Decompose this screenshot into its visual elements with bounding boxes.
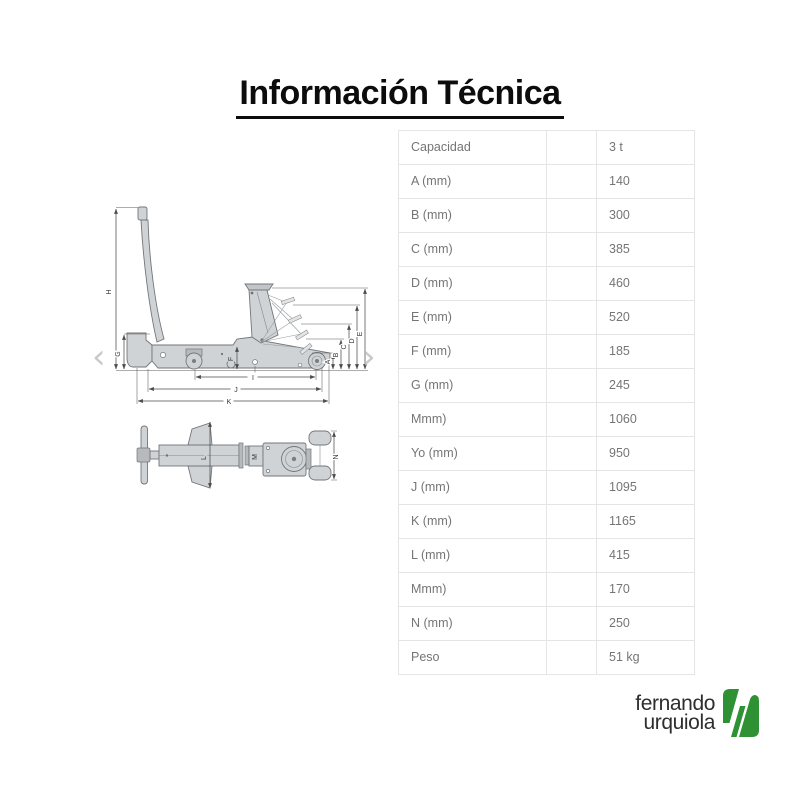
table-row xyxy=(399,301,694,335)
spec-value: 250 xyxy=(609,616,630,630)
table-row xyxy=(399,267,694,301)
dim-label-H: H xyxy=(106,289,113,295)
page-title: Información Técnica xyxy=(236,74,563,119)
nose-hole xyxy=(298,363,302,367)
table-row xyxy=(399,165,694,199)
spec-value: 185 xyxy=(609,344,630,358)
spec-value: 1165 xyxy=(609,514,636,528)
brand-logo-icon xyxy=(720,686,762,740)
spec-value: 140 xyxy=(609,174,630,188)
bottom-fin xyxy=(188,466,212,488)
front-wheel-hub xyxy=(315,359,319,363)
brand-logo xyxy=(596,686,762,740)
brand-name-line2: urquiola xyxy=(643,711,715,734)
brand-name-line1: fernando xyxy=(635,692,715,715)
spec-spacer xyxy=(547,369,597,402)
spec-spacer xyxy=(547,573,597,606)
spec-spacer xyxy=(547,437,597,470)
beam-hole xyxy=(166,454,168,456)
spec-spacer xyxy=(547,131,597,164)
table-row xyxy=(399,403,694,437)
carousel-next-button[interactable]: › xyxy=(362,337,376,377)
dim-label-D: D xyxy=(349,338,356,344)
spec-spacer xyxy=(547,233,597,266)
rear-wheel-hub xyxy=(192,359,196,363)
top-view xyxy=(137,422,340,488)
arm-pin xyxy=(251,292,254,295)
spec-label: L (mm) xyxy=(399,539,547,572)
spec-label: E (mm) xyxy=(399,301,547,334)
bolt xyxy=(266,446,269,449)
rear-wheel-top xyxy=(309,431,331,445)
spec-spacer xyxy=(547,403,597,436)
carousel-prev-button[interactable]: ‹ xyxy=(92,337,106,377)
dim-label-B: B xyxy=(333,352,340,358)
table-row xyxy=(399,335,694,369)
dim-label-I: I xyxy=(252,375,254,382)
table-row xyxy=(399,471,694,505)
front-foot xyxy=(127,333,152,367)
table-row xyxy=(399,539,694,573)
spec-value: 3 t xyxy=(609,140,623,154)
dim-label-F: F xyxy=(228,356,235,362)
table-row xyxy=(399,505,694,539)
table-row xyxy=(399,437,694,471)
spec-label: A (mm) xyxy=(399,165,547,198)
dim-label-C: C xyxy=(341,344,348,350)
spec-spacer xyxy=(547,335,597,368)
spec-value: 245 xyxy=(609,378,630,392)
saddle-center xyxy=(292,457,296,461)
dim-label-E: E xyxy=(357,331,364,337)
spec-label: B (mm) xyxy=(399,199,547,232)
dim-label-J: J xyxy=(234,387,238,394)
spec-label: K (mm) xyxy=(399,505,547,538)
spec-label: Peso xyxy=(399,641,547,674)
spec-value: 385 xyxy=(609,242,630,256)
spec-spacer xyxy=(547,607,597,640)
dim-label-K: K xyxy=(226,399,232,406)
table-row xyxy=(399,369,694,403)
chassis-hole xyxy=(160,352,165,357)
spec-value: 460 xyxy=(609,276,630,290)
jack-technical-drawing xyxy=(85,190,397,522)
table-row xyxy=(399,199,694,233)
table-row xyxy=(399,641,694,675)
dim-label-N: N xyxy=(333,454,340,460)
spec-label: G (mm) xyxy=(399,369,547,402)
spec-spacer xyxy=(547,301,597,334)
dim-label-A: A xyxy=(325,359,332,365)
pivot-hole xyxy=(253,360,258,365)
specs-table xyxy=(398,130,695,675)
rivet xyxy=(221,353,223,355)
spec-spacer xyxy=(547,199,597,232)
dim-label-G: G xyxy=(115,351,122,357)
spec-label: Yo (mm) xyxy=(399,437,547,470)
dim-label-L: L xyxy=(201,456,208,460)
spec-label: J (mm) xyxy=(399,471,547,504)
table-row xyxy=(399,607,694,641)
spec-label: Mmm) xyxy=(399,403,547,436)
bracket-plate xyxy=(245,446,249,465)
table-row xyxy=(399,573,694,607)
spec-spacer xyxy=(547,505,597,538)
handle-hub xyxy=(137,448,150,462)
spec-label: Mmm) xyxy=(399,573,547,606)
dim-label-M: M xyxy=(252,454,259,460)
bolt xyxy=(266,469,269,472)
bracket-plate xyxy=(239,443,243,468)
table-row xyxy=(399,233,694,267)
spec-value: 520 xyxy=(609,310,630,324)
table-row xyxy=(399,131,694,165)
spec-value: 415 xyxy=(609,548,630,562)
spec-label: C (mm) xyxy=(399,233,547,266)
brand-logo-text xyxy=(635,694,715,732)
axle-bracket xyxy=(306,449,311,469)
spec-value: 51 kg xyxy=(609,650,640,664)
spec-value: 950 xyxy=(609,446,630,460)
spec-value: 1060 xyxy=(609,412,637,426)
top-fin xyxy=(188,423,212,445)
rear-wheel-bottom xyxy=(309,466,331,480)
spec-spacer xyxy=(547,539,597,572)
spec-spacer xyxy=(547,471,597,504)
handle-grip xyxy=(138,207,147,220)
spec-spacer xyxy=(547,267,597,300)
spec-value: 1095 xyxy=(609,480,637,494)
spec-label: D (mm) xyxy=(399,267,547,300)
handle-shaft xyxy=(141,220,164,342)
spec-label: Capacidad xyxy=(399,131,547,164)
spec-value: 170 xyxy=(609,582,630,596)
spec-spacer xyxy=(547,641,597,674)
spec-label: N (mm) xyxy=(399,607,547,640)
spec-label: F (mm) xyxy=(399,335,547,368)
spec-spacer xyxy=(547,165,597,198)
saddle xyxy=(245,284,273,290)
side-view xyxy=(106,207,368,406)
handle-stem xyxy=(150,451,159,459)
spec-value: 300 xyxy=(609,208,630,222)
page-title-wrap xyxy=(0,74,800,119)
